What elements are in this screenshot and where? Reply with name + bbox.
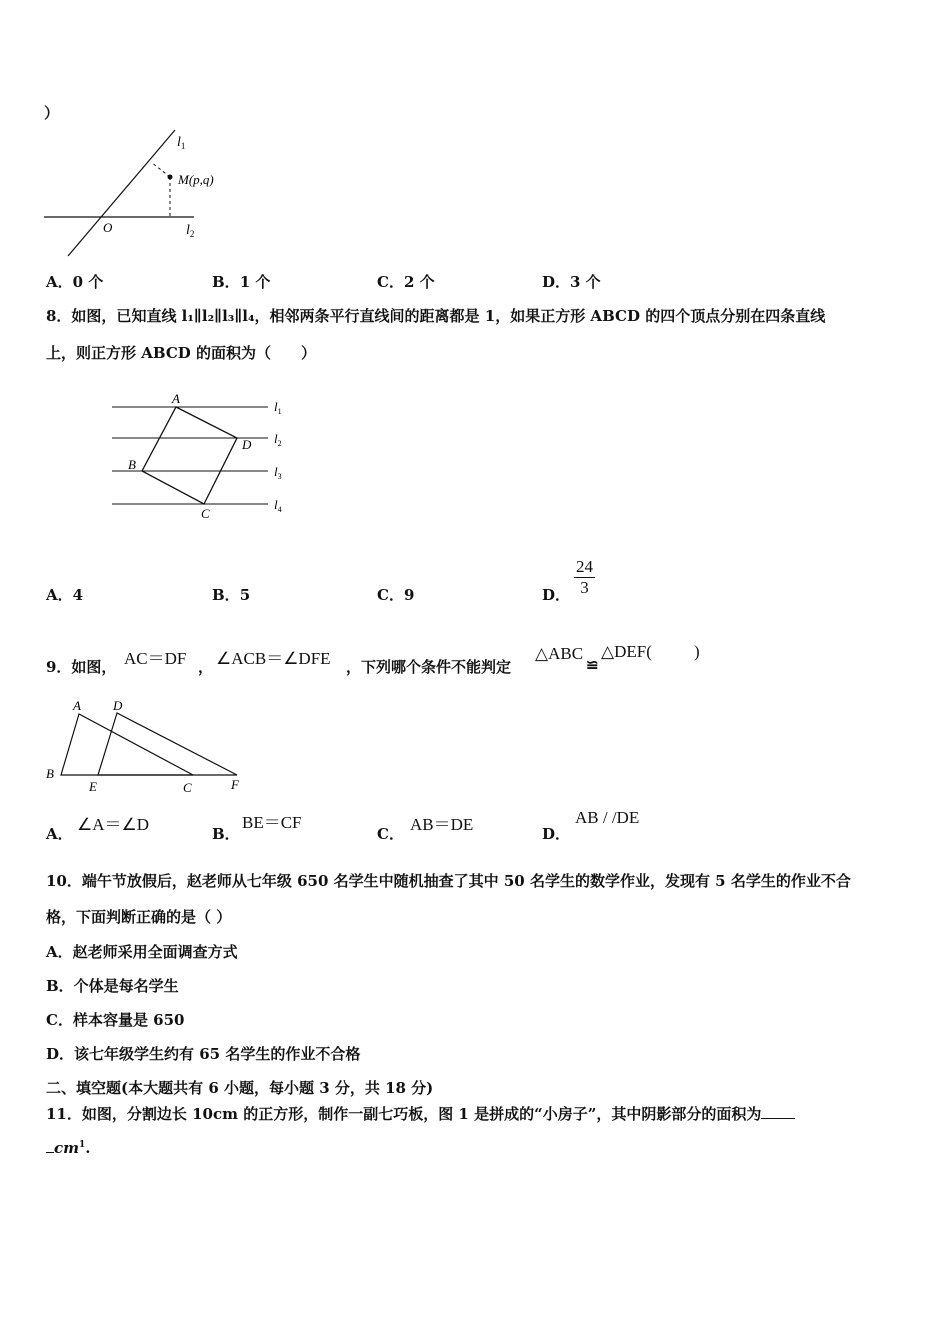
- q9-cond-ac-df: AC＝DF: [124, 649, 187, 668]
- q7-perp-to-l1: [151, 162, 170, 177]
- q9-option-c-letter[interactable]: C．: [377, 825, 404, 843]
- q9-option-c-text[interactable]: AB＝DE: [410, 815, 474, 834]
- q8-label-d: D: [242, 437, 252, 452]
- q9-cond-angle: ∠ACB＝∠DFE: [216, 649, 331, 668]
- q8-stem-line1: 8．如图，已知直线 l₁∥l₂∥l₃∥l₄，相邻两条平行直线间的距离都是 1，如果正方形 ABCD 的四个顶点分别在四条直线: [46, 307, 826, 325]
- q8-label-c: C: [201, 506, 210, 521]
- q8-option-b[interactable]: B．5: [212, 586, 251, 604]
- q10-option-a[interactable]: A．赵老师采用全面调查方式: [46, 943, 238, 961]
- q7-label-l2: $l_2$: [186, 223, 195, 239]
- q10-option-b[interactable]: B．个体是每名学生: [46, 977, 179, 995]
- q7-point-m: [168, 175, 173, 180]
- q9-triangle-abc: △ABC: [535, 644, 584, 663]
- q8-label-l3: $l_3$: [274, 464, 282, 481]
- q8-label-l1: $l_1$: [274, 399, 282, 416]
- q8-stem-line2: 上，则正方形 ABCD 的面积为（ ）: [46, 344, 316, 362]
- q9-label-a: A: [73, 698, 81, 713]
- q8-square-abcd: [142, 407, 237, 504]
- q8-option-d-numerator: 24: [576, 557, 593, 576]
- q9-option-b-letter[interactable]: B．: [212, 825, 240, 843]
- q9-label-e: E: [89, 779, 97, 794]
- q8-figure: [108, 388, 298, 524]
- q7-figure: [40, 128, 240, 260]
- q9-congruent-sign: ≌: [586, 656, 599, 674]
- q9-stem-prefix: 9．如图，: [46, 658, 117, 676]
- q8-label-l4: $l_4$: [274, 497, 282, 514]
- q11-stem-line2: $cm^1$.: [46, 1138, 91, 1157]
- q8-option-c[interactable]: C．9: [377, 586, 415, 604]
- q7-option-a[interactable]: A．0 个: [46, 273, 104, 291]
- q10-stem-line1: 10．端午节放假后，赵老师从七年级 650 名学生中随机抽查了其中 50 名学生的数学作业，发现有 5 名学生的作业不合: [46, 872, 851, 890]
- q11-stem-line1: 11．如图，分割边长 10cm 的正方形，制作一副七巧板，图 1 是拼成的“小房子”，其中阴影部分的面积为: [46, 1103, 795, 1124]
- q9-option-d-text[interactable]: AB / /DE: [575, 808, 640, 827]
- q8-label-a: A: [172, 391, 180, 406]
- q9-label-f: F: [231, 777, 239, 792]
- q7-label-o: O: [103, 220, 113, 235]
- q7-label-m: M(p,q): [178, 172, 214, 187]
- q11-answer-blank-2[interactable]: [46, 1138, 54, 1153]
- q9-comma: ，: [198, 658, 214, 676]
- q7-line-l1: [68, 130, 175, 256]
- q10-stem-line2: 格，下面判断正确的是（ ）: [46, 908, 232, 926]
- q9-option-a-text[interactable]: ∠A＝∠D: [77, 815, 150, 834]
- q9-option-a-letter[interactable]: A．: [46, 825, 73, 843]
- q7-label-l1: $l_1$: [177, 135, 186, 151]
- q10-option-d[interactable]: D．该七年级学生约有 65 名学生的作业不合格: [46, 1045, 361, 1063]
- q9-label-b: B: [46, 766, 54, 781]
- q8-option-d-fraction[interactable]: [574, 557, 595, 598]
- q9-triangle-def-shape: [98, 713, 237, 775]
- section2-title: 二、填空题(本大题共有 6 小题，每小题 3 分，共 18 分): [46, 1079, 434, 1097]
- q9-label-d: D: [113, 698, 123, 713]
- q7-option-c[interactable]: C．2 个: [377, 273, 435, 291]
- q10-option-c[interactable]: C．样本容量是 650: [46, 1011, 185, 1029]
- q9-figure: [42, 696, 252, 796]
- q9-option-b-text[interactable]: BE＝CF: [242, 813, 302, 832]
- q9-stem-mid: ，下列哪个条件不能判定: [346, 658, 512, 676]
- q9-triangle-abc-shape: [61, 714, 193, 775]
- q7-option-d[interactable]: D．3 个: [542, 273, 601, 291]
- q8-label-l2: $l_2$: [274, 431, 282, 448]
- q7-close-paren: ）: [44, 104, 60, 122]
- q8-option-d-denominator: 3: [580, 578, 589, 597]
- q7-option-b[interactable]: B．1 个: [212, 273, 271, 291]
- q9-close-paren: ): [694, 642, 700, 661]
- q9-triangle-def: △DEF(: [601, 642, 652, 661]
- q9-label-c: C: [183, 780, 192, 795]
- q11-answer-blank-1[interactable]: [761, 1104, 795, 1119]
- q8-option-d-letter[interactable]: D．: [542, 586, 571, 604]
- q9-option-d-letter[interactable]: D．: [542, 825, 571, 843]
- q8-option-a[interactable]: A．4: [46, 586, 84, 604]
- q8-label-b: B: [128, 457, 136, 472]
